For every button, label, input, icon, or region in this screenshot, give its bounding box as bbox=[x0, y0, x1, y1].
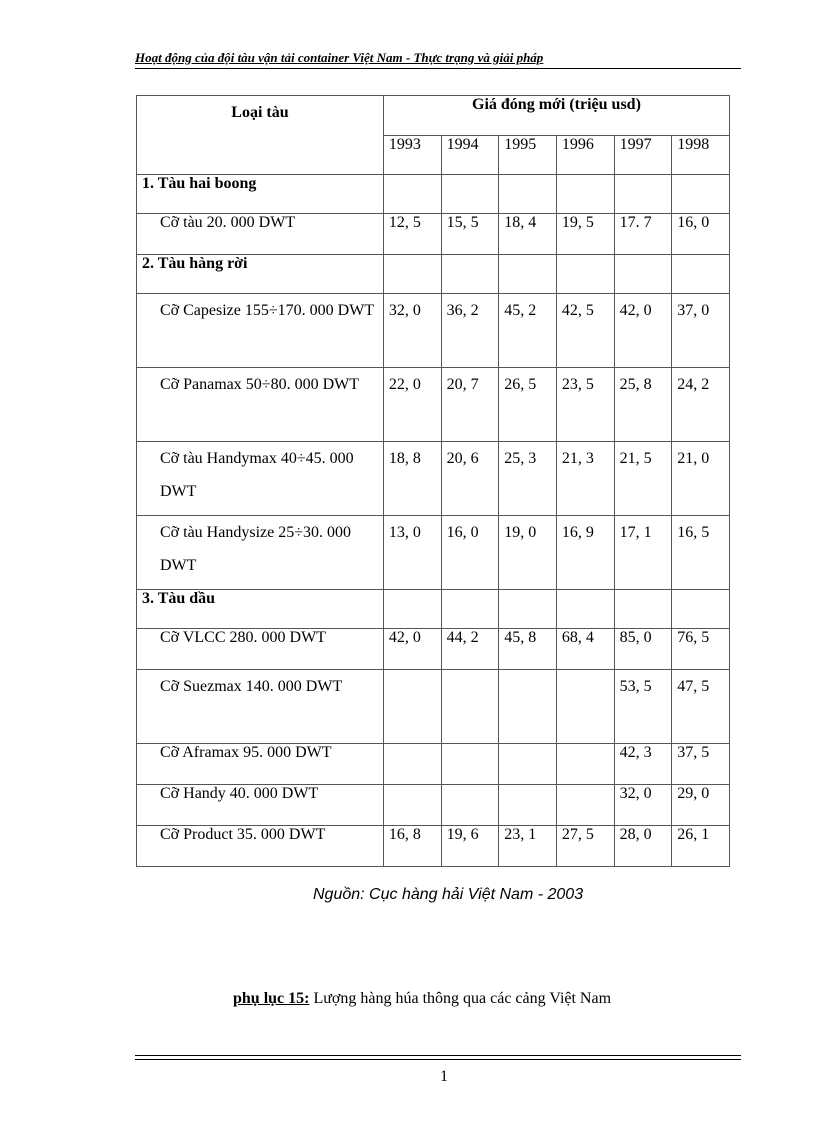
price-cell: 19, 5 bbox=[556, 214, 614, 255]
price-cell: 32, 0 bbox=[383, 294, 441, 368]
price-cell: 16, 0 bbox=[672, 214, 730, 255]
empty-cell bbox=[556, 255, 614, 294]
price-cell bbox=[441, 785, 499, 826]
empty-cell bbox=[499, 590, 557, 629]
footer-rule bbox=[135, 1055, 741, 1056]
year-header: 1997 bbox=[614, 136, 672, 175]
empty-cell bbox=[499, 255, 557, 294]
price-cell: 37, 5 bbox=[672, 744, 730, 785]
empty-cell bbox=[383, 590, 441, 629]
price-cell: 26, 5 bbox=[499, 368, 557, 442]
empty-cell bbox=[441, 590, 499, 629]
price-cell: 16, 8 bbox=[383, 826, 441, 867]
table-row bbox=[137, 629, 730, 670]
section-row bbox=[137, 255, 730, 294]
column-header-price: Giá đóng mới (triệu usd) bbox=[383, 96, 729, 136]
source-note: Nguồn: Cục hàng hải Việt Nam - 2003 bbox=[313, 886, 584, 903]
price-cell: 25, 8 bbox=[614, 368, 672, 442]
price-cell bbox=[556, 785, 614, 826]
table-row bbox=[137, 442, 730, 516]
column-header-type: Loại tàu bbox=[137, 96, 384, 175]
price-cell bbox=[383, 785, 441, 826]
price-cell: 25, 3 bbox=[499, 442, 557, 516]
price-cell: 18, 8 bbox=[383, 442, 441, 516]
price-cell: 17. 7 bbox=[614, 214, 672, 255]
price-cell: 21, 5 bbox=[614, 442, 672, 516]
appendix-label: phụ lục 15: bbox=[233, 990, 310, 1007]
price-cell: 47, 5 bbox=[672, 670, 730, 744]
price-cell: 23, 1 bbox=[499, 826, 557, 867]
price-cell: 22, 0 bbox=[383, 368, 441, 442]
table-row bbox=[137, 785, 730, 826]
footer-rule bbox=[135, 1059, 741, 1060]
price-cell bbox=[556, 744, 614, 785]
empty-cell bbox=[672, 255, 730, 294]
price-cell: 32, 0 bbox=[614, 785, 672, 826]
page-number: 1 bbox=[440, 1068, 448, 1085]
empty-cell bbox=[556, 590, 614, 629]
price-cell: 28, 0 bbox=[614, 826, 672, 867]
empty-cell bbox=[614, 590, 672, 629]
empty-cell bbox=[383, 255, 441, 294]
empty-cell bbox=[441, 175, 499, 214]
price-cell: 45, 2 bbox=[499, 294, 557, 368]
price-cell bbox=[383, 670, 441, 744]
empty-cell bbox=[556, 175, 614, 214]
price-cell: 85, 0 bbox=[614, 629, 672, 670]
price-cell bbox=[441, 744, 499, 785]
price-cell: 42, 3 bbox=[614, 744, 672, 785]
price-cell: 19, 6 bbox=[441, 826, 499, 867]
price-cell: 17, 1 bbox=[614, 516, 672, 590]
section-row bbox=[137, 175, 730, 214]
price-cell: 21, 3 bbox=[556, 442, 614, 516]
price-cell: 27, 5 bbox=[556, 826, 614, 867]
price-table bbox=[136, 95, 730, 867]
empty-cell bbox=[383, 175, 441, 214]
table-row bbox=[137, 516, 730, 590]
price-cell: 15, 5 bbox=[441, 214, 499, 255]
price-cell: 42, 0 bbox=[383, 629, 441, 670]
year-header: 1994 bbox=[441, 136, 499, 175]
price-cell: 26, 1 bbox=[672, 826, 730, 867]
appendix-caption bbox=[233, 990, 611, 1008]
price-cell: 18, 4 bbox=[499, 214, 557, 255]
table-row bbox=[137, 670, 730, 744]
year-header: 1998 bbox=[672, 136, 730, 175]
price-cell: 20, 7 bbox=[441, 368, 499, 442]
table-row bbox=[137, 826, 730, 867]
price-cell: 76, 5 bbox=[672, 629, 730, 670]
price-cell: 68, 4 bbox=[556, 629, 614, 670]
ship-size-label: Cỡ Suezmax 140. 000 DWT bbox=[137, 670, 384, 744]
price-cell bbox=[383, 744, 441, 785]
table-row bbox=[137, 368, 730, 442]
table-row bbox=[137, 744, 730, 785]
empty-cell bbox=[672, 175, 730, 214]
price-cell: 12, 5 bbox=[383, 214, 441, 255]
price-cell: 37, 0 bbox=[672, 294, 730, 368]
year-header: 1996 bbox=[556, 136, 614, 175]
empty-cell bbox=[614, 175, 672, 214]
price-cell: 23, 5 bbox=[556, 368, 614, 442]
ship-size-label: Cỡ Product 35. 000 DWT bbox=[137, 826, 384, 867]
price-cell bbox=[499, 785, 557, 826]
section-label: 2. Tàu hàng rời bbox=[137, 255, 384, 294]
price-cell: 21, 0 bbox=[672, 442, 730, 516]
ship-size-label: Cỡ Aframax 95. 000 DWT bbox=[137, 744, 384, 785]
price-cell: 16, 9 bbox=[556, 516, 614, 590]
ship-size-label: Cỡ tàu 20. 000 DWT bbox=[137, 214, 384, 255]
table-row bbox=[137, 214, 730, 255]
empty-cell bbox=[441, 255, 499, 294]
ship-size-label: Cỡ tàu Handymax 40÷45. 000 DWT bbox=[137, 442, 384, 516]
price-cell: 29, 0 bbox=[672, 785, 730, 826]
price-cell: 19, 0 bbox=[499, 516, 557, 590]
price-cell: 16, 5 bbox=[672, 516, 730, 590]
year-header: 1993 bbox=[383, 136, 441, 175]
price-cell: 53, 5 bbox=[614, 670, 672, 744]
appendix-text: Lượng hàng húa thông qua các cảng Việt Nam bbox=[313, 990, 612, 1007]
price-cell bbox=[556, 670, 614, 744]
table-row bbox=[137, 294, 730, 368]
ship-size-label: Cỡ Capesize 155÷170. 000 DWT bbox=[137, 294, 384, 368]
price-cell: 36, 2 bbox=[441, 294, 499, 368]
header-rule bbox=[135, 68, 741, 69]
price-cell: 20, 6 bbox=[441, 442, 499, 516]
price-cell: 45, 8 bbox=[499, 629, 557, 670]
empty-cell bbox=[499, 175, 557, 214]
price-cell: 44, 2 bbox=[441, 629, 499, 670]
price-cell: 13, 0 bbox=[383, 516, 441, 590]
empty-cell bbox=[614, 255, 672, 294]
empty-cell bbox=[672, 590, 730, 629]
price-cell bbox=[441, 670, 499, 744]
price-cell: 42, 5 bbox=[556, 294, 614, 368]
price-cell: 16, 0 bbox=[441, 516, 499, 590]
section-label: 1. Tàu hai boong bbox=[137, 175, 384, 214]
ship-size-label: Cỡ tàu Handysize 25÷30. 000 DWT bbox=[137, 516, 384, 590]
price-cell: 24, 2 bbox=[672, 368, 730, 442]
ship-size-label: Cỡ VLCC 280. 000 DWT bbox=[137, 629, 384, 670]
price-cell bbox=[499, 744, 557, 785]
price-table-body bbox=[137, 96, 730, 867]
section-label: 3. Tàu dầu bbox=[137, 590, 384, 629]
ship-size-label: Cỡ Panamax 50÷80. 000 DWT bbox=[137, 368, 384, 442]
year-header: 1995 bbox=[499, 136, 557, 175]
header-row bbox=[137, 96, 730, 136]
running-header: Hoạt động của đội tàu vận tải container Việt Nam - Thực trạng và giải pháp bbox=[135, 50, 544, 65]
section-row bbox=[137, 590, 730, 629]
ship-size-label: Cỡ Handy 40. 000 DWT bbox=[137, 785, 384, 826]
price-cell: 42, 0 bbox=[614, 294, 672, 368]
price-cell bbox=[499, 670, 557, 744]
